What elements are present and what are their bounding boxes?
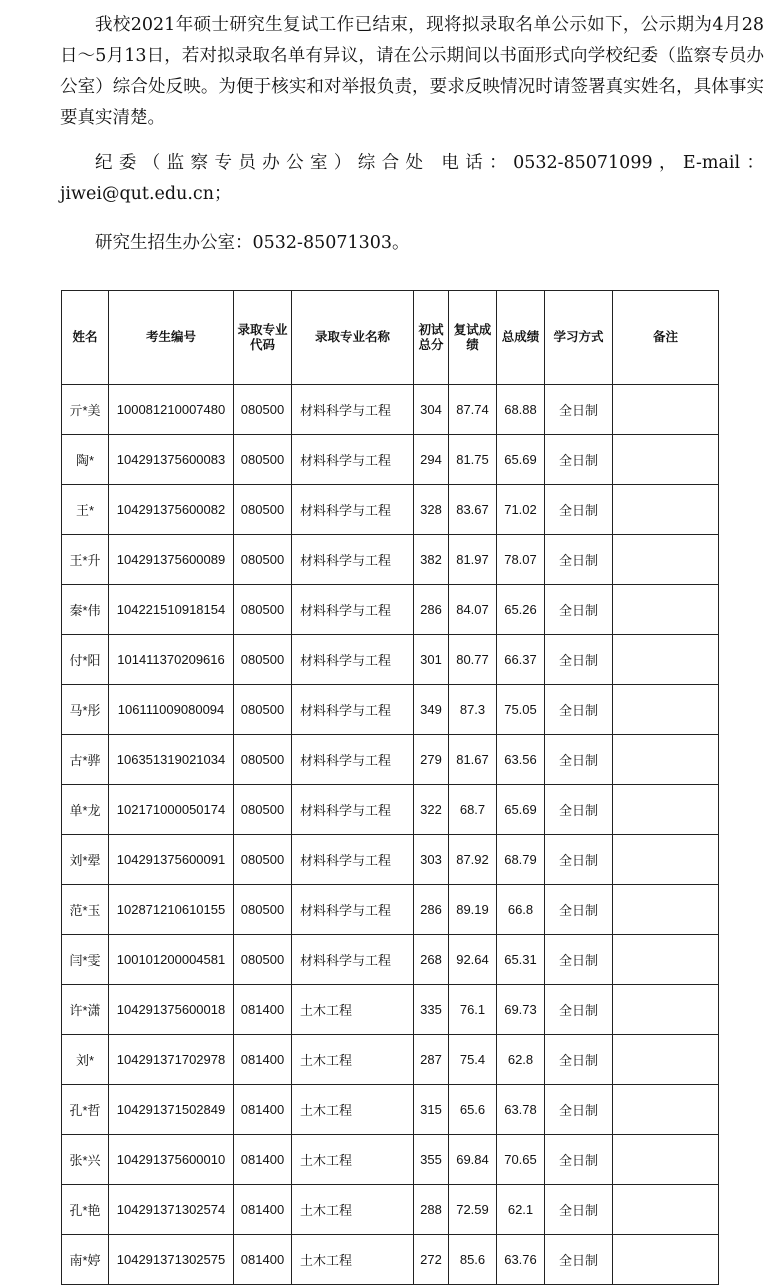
cell-total-score: 68.79 [497, 835, 545, 885]
cell-major-code: 080500 [234, 935, 292, 985]
cell-total-score: 65.69 [497, 785, 545, 835]
cell-retest-score: 84.07 [449, 585, 497, 635]
cell-retest-score: 87.74 [449, 385, 497, 435]
cell-total-score: 71.02 [497, 485, 545, 535]
cell-note [613, 785, 719, 835]
header-retest-score: 复试成绩 [449, 291, 497, 385]
table-header-row [62, 291, 719, 385]
cell-total-score: 66.37 [497, 635, 545, 685]
cell-note [613, 1235, 719, 1285]
cell-note [613, 385, 719, 435]
cell-study-mode: 全日制 [545, 835, 613, 885]
cell-name: 马*彤 [62, 685, 109, 735]
cell-major-name: 材料科学与工程 [292, 835, 414, 885]
cell-name: 秦*伟 [62, 585, 109, 635]
cell-candidate-id: 106351319021034 [109, 735, 234, 785]
cell-major-name: 土木工程 [292, 1035, 414, 1085]
cell-major-code: 080500 [234, 685, 292, 735]
cell-candidate-id: 106111009080094 [109, 685, 234, 735]
cell-initial-score: 279 [414, 735, 449, 785]
table-row [62, 535, 719, 585]
cell-name: 孔*艳 [62, 1185, 109, 1235]
table-row [62, 385, 719, 435]
table-row [62, 1235, 719, 1285]
cell-study-mode: 全日制 [545, 1035, 613, 1085]
header-candidate-id: 考生编号 [109, 291, 234, 385]
cell-note [613, 435, 719, 485]
cell-total-score: 68.88 [497, 385, 545, 435]
cell-major-name: 土木工程 [292, 1235, 414, 1285]
cell-study-mode: 全日制 [545, 1185, 613, 1235]
cell-study-mode: 全日制 [545, 1085, 613, 1135]
cell-name: 孔*哲 [62, 1085, 109, 1135]
cell-candidate-id: 104291371302574 [109, 1185, 234, 1235]
header-study-mode: 学习方式 [545, 291, 613, 385]
cell-name: 张*兴 [62, 1135, 109, 1185]
cell-retest-score: 68.7 [449, 785, 497, 835]
cell-candidate-id: 104291375600082 [109, 485, 234, 535]
header-initial-score: 初试总分 [414, 291, 449, 385]
cell-total-score: 65.31 [497, 935, 545, 985]
cell-study-mode: 全日制 [545, 785, 613, 835]
cell-retest-score: 72.59 [449, 1185, 497, 1235]
cell-initial-score: 287 [414, 1035, 449, 1085]
table-row [62, 485, 719, 535]
cell-major-name: 土木工程 [292, 1135, 414, 1185]
cell-note [613, 1135, 719, 1185]
cell-candidate-id: 104291375600083 [109, 435, 234, 485]
cell-note [613, 485, 719, 535]
discipline-contact: 纪委（监察专员办公室）综合处 电话：0532-85071099，E-mail：jiwei@qut.edu.cn； [60, 153, 764, 204]
table-row [62, 1185, 719, 1235]
table-row [62, 585, 719, 635]
table-row [62, 1035, 719, 1085]
cell-name: 亓*美 [62, 385, 109, 435]
cell-total-score: 63.56 [497, 735, 545, 785]
cell-major-name: 土木工程 [292, 1085, 414, 1135]
cell-major-name: 材料科学与工程 [292, 885, 414, 935]
cell-candidate-id: 100101200004581 [109, 935, 234, 985]
cell-total-score: 70.65 [497, 1135, 545, 1185]
cell-candidate-id: 104291371502849 [109, 1085, 234, 1135]
cell-name: 刘* [62, 1035, 109, 1085]
cell-major-name: 材料科学与工程 [292, 435, 414, 485]
cell-initial-score: 315 [414, 1085, 449, 1135]
cell-total-score: 69.73 [497, 985, 545, 1035]
cell-note [613, 985, 719, 1035]
table-row [62, 935, 719, 985]
header-note: 备注 [613, 291, 719, 385]
cell-retest-score: 65.6 [449, 1085, 497, 1135]
cell-initial-score: 301 [414, 635, 449, 685]
cell-study-mode: 全日制 [545, 435, 613, 485]
cell-retest-score: 92.64 [449, 935, 497, 985]
cell-name: 单*龙 [62, 785, 109, 835]
cell-major-code: 080500 [234, 485, 292, 535]
cell-major-code: 080500 [234, 535, 292, 585]
cell-initial-score: 328 [414, 485, 449, 535]
cell-initial-score: 382 [414, 535, 449, 585]
cell-initial-score: 286 [414, 885, 449, 935]
header-major-code: 录取专业代码 [234, 291, 292, 385]
cell-candidate-id: 104221510918154 [109, 585, 234, 635]
cell-total-score: 62.8 [497, 1035, 545, 1085]
cell-major-code: 081400 [234, 1135, 292, 1185]
cell-total-score: 63.78 [497, 1085, 545, 1135]
cell-initial-score: 355 [414, 1135, 449, 1185]
cell-study-mode: 全日制 [545, 1135, 613, 1185]
cell-name: 陶* [62, 435, 109, 485]
cell-major-code: 080500 [234, 435, 292, 485]
cell-retest-score: 87.3 [449, 685, 497, 735]
cell-initial-score: 294 [414, 435, 449, 485]
cell-major-name: 材料科学与工程 [292, 635, 414, 685]
table-row [62, 885, 719, 935]
cell-candidate-id: 104291371702978 [109, 1035, 234, 1085]
header-name: 姓名 [62, 291, 109, 385]
cell-major-code: 081400 [234, 1185, 292, 1235]
cell-retest-score: 76.1 [449, 985, 497, 1035]
cell-study-mode: 全日制 [545, 535, 613, 585]
cell-note [613, 635, 719, 685]
cell-total-score: 75.05 [497, 685, 545, 735]
cell-retest-score: 81.67 [449, 735, 497, 785]
table-row [62, 1135, 719, 1185]
cell-initial-score: 335 [414, 985, 449, 1035]
cell-note [613, 1085, 719, 1135]
cell-major-code: 081400 [234, 1035, 292, 1085]
cell-note [613, 1035, 719, 1085]
cell-major-code: 080500 [234, 735, 292, 785]
cell-major-name: 材料科学与工程 [292, 785, 414, 835]
cell-study-mode: 全日制 [545, 635, 613, 685]
cell-total-score: 65.69 [497, 435, 545, 485]
notice-text [60, 10, 764, 259]
cell-initial-score: 303 [414, 835, 449, 885]
cell-study-mode: 全日制 [545, 935, 613, 985]
cell-initial-score: 322 [414, 785, 449, 835]
admission-table [61, 290, 719, 1285]
table-row [62, 1085, 719, 1135]
cell-major-code: 080500 [234, 585, 292, 635]
cell-initial-score: 272 [414, 1235, 449, 1285]
admission-table-container [61, 290, 719, 1285]
cell-candidate-id: 102871210610155 [109, 885, 234, 935]
cell-name: 刘*翚 [62, 835, 109, 885]
cell-candidate-id: 101411370209616 [109, 635, 234, 685]
cell-initial-score: 268 [414, 935, 449, 985]
cell-study-mode: 全日制 [545, 885, 613, 935]
table-body [62, 385, 719, 1285]
table-row [62, 635, 719, 685]
cell-study-mode: 全日制 [545, 735, 613, 785]
cell-candidate-id: 104291375600089 [109, 535, 234, 585]
cell-note [613, 1185, 719, 1235]
cell-major-code: 080500 [234, 885, 292, 935]
cell-name: 闫*雯 [62, 935, 109, 985]
cell-initial-score: 288 [414, 1185, 449, 1235]
cell-initial-score: 286 [414, 585, 449, 635]
cell-retest-score: 89.19 [449, 885, 497, 935]
cell-name: 南*婷 [62, 1235, 109, 1285]
cell-name: 王* [62, 485, 109, 535]
table-row [62, 785, 719, 835]
cell-candidate-id: 104291375600010 [109, 1135, 234, 1185]
cell-retest-score: 81.75 [449, 435, 497, 485]
cell-initial-score: 304 [414, 385, 449, 435]
cell-retest-score: 85.6 [449, 1235, 497, 1285]
cell-study-mode: 全日制 [545, 585, 613, 635]
cell-study-mode: 全日制 [545, 385, 613, 435]
cell-retest-score: 83.67 [449, 485, 497, 535]
cell-major-name: 材料科学与工程 [292, 535, 414, 585]
cell-total-score: 66.8 [497, 885, 545, 935]
cell-candidate-id: 102171000050174 [109, 785, 234, 835]
cell-major-name: 材料科学与工程 [292, 935, 414, 985]
cell-note [613, 735, 719, 785]
cell-major-name: 土木工程 [292, 985, 414, 1035]
cell-retest-score: 69.84 [449, 1135, 497, 1185]
cell-major-code: 081400 [234, 1235, 292, 1285]
cell-major-code: 080500 [234, 835, 292, 885]
cell-initial-score: 349 [414, 685, 449, 735]
cell-note [613, 835, 719, 885]
cell-major-name: 材料科学与工程 [292, 385, 414, 435]
cell-name: 古*骅 [62, 735, 109, 785]
cell-name: 许*潇 [62, 985, 109, 1035]
cell-total-score: 63.76 [497, 1235, 545, 1285]
notice-paragraph: 我校2021年硕士研究生复试工作已结束，现将拟录取名单公示如下，公示期为4月28日～5月13日，若对拟录取名单有异议，请在公示期间以书面形式向学校纪委（监察专员办公室）综合处反映。为便于核实和对举报负责，要求反映情况时请签署真实姓名，具体事实要真实清楚。 [60, 15, 764, 128]
cell-note [613, 935, 719, 985]
header-total-score: 总成绩 [497, 291, 545, 385]
cell-retest-score: 80.77 [449, 635, 497, 685]
cell-total-score: 62.1 [497, 1185, 545, 1235]
cell-note [613, 685, 719, 735]
cell-major-code: 080500 [234, 385, 292, 435]
cell-study-mode: 全日制 [545, 685, 613, 735]
cell-note [613, 885, 719, 935]
cell-major-code: 080500 [234, 635, 292, 685]
cell-name: 付*阳 [62, 635, 109, 685]
cell-total-score: 65.26 [497, 585, 545, 635]
cell-study-mode: 全日制 [545, 485, 613, 535]
table-row [62, 835, 719, 885]
cell-retest-score: 81.97 [449, 535, 497, 585]
cell-retest-score: 75.4 [449, 1035, 497, 1085]
cell-major-name: 材料科学与工程 [292, 485, 414, 535]
cell-major-code: 081400 [234, 1085, 292, 1135]
cell-candidate-id: 104291375600018 [109, 985, 234, 1035]
cell-candidate-id: 104291375600091 [109, 835, 234, 885]
cell-major-name: 土木工程 [292, 1185, 414, 1235]
cell-study-mode: 全日制 [545, 985, 613, 1035]
cell-major-name: 材料科学与工程 [292, 585, 414, 635]
cell-name: 王*升 [62, 535, 109, 585]
cell-major-name: 材料科学与工程 [292, 735, 414, 785]
cell-retest-score: 87.92 [449, 835, 497, 885]
cell-major-name: 材料科学与工程 [292, 685, 414, 735]
cell-candidate-id: 104291371302575 [109, 1235, 234, 1285]
cell-study-mode: 全日制 [545, 1235, 613, 1285]
cell-note [613, 585, 719, 635]
table-row [62, 735, 719, 785]
cell-major-code: 081400 [234, 985, 292, 1035]
table-row [62, 435, 719, 485]
cell-name: 范*玉 [62, 885, 109, 935]
cell-total-score: 78.07 [497, 535, 545, 585]
cell-note [613, 535, 719, 585]
header-major-name: 录取专业名称 [292, 291, 414, 385]
table-row [62, 685, 719, 735]
cell-major-code: 080500 [234, 785, 292, 835]
cell-candidate-id: 100081210007480 [109, 385, 234, 435]
table-row [62, 985, 719, 1035]
admissions-contact: 研究生招生办公室：0532-85071303。 [95, 233, 410, 253]
